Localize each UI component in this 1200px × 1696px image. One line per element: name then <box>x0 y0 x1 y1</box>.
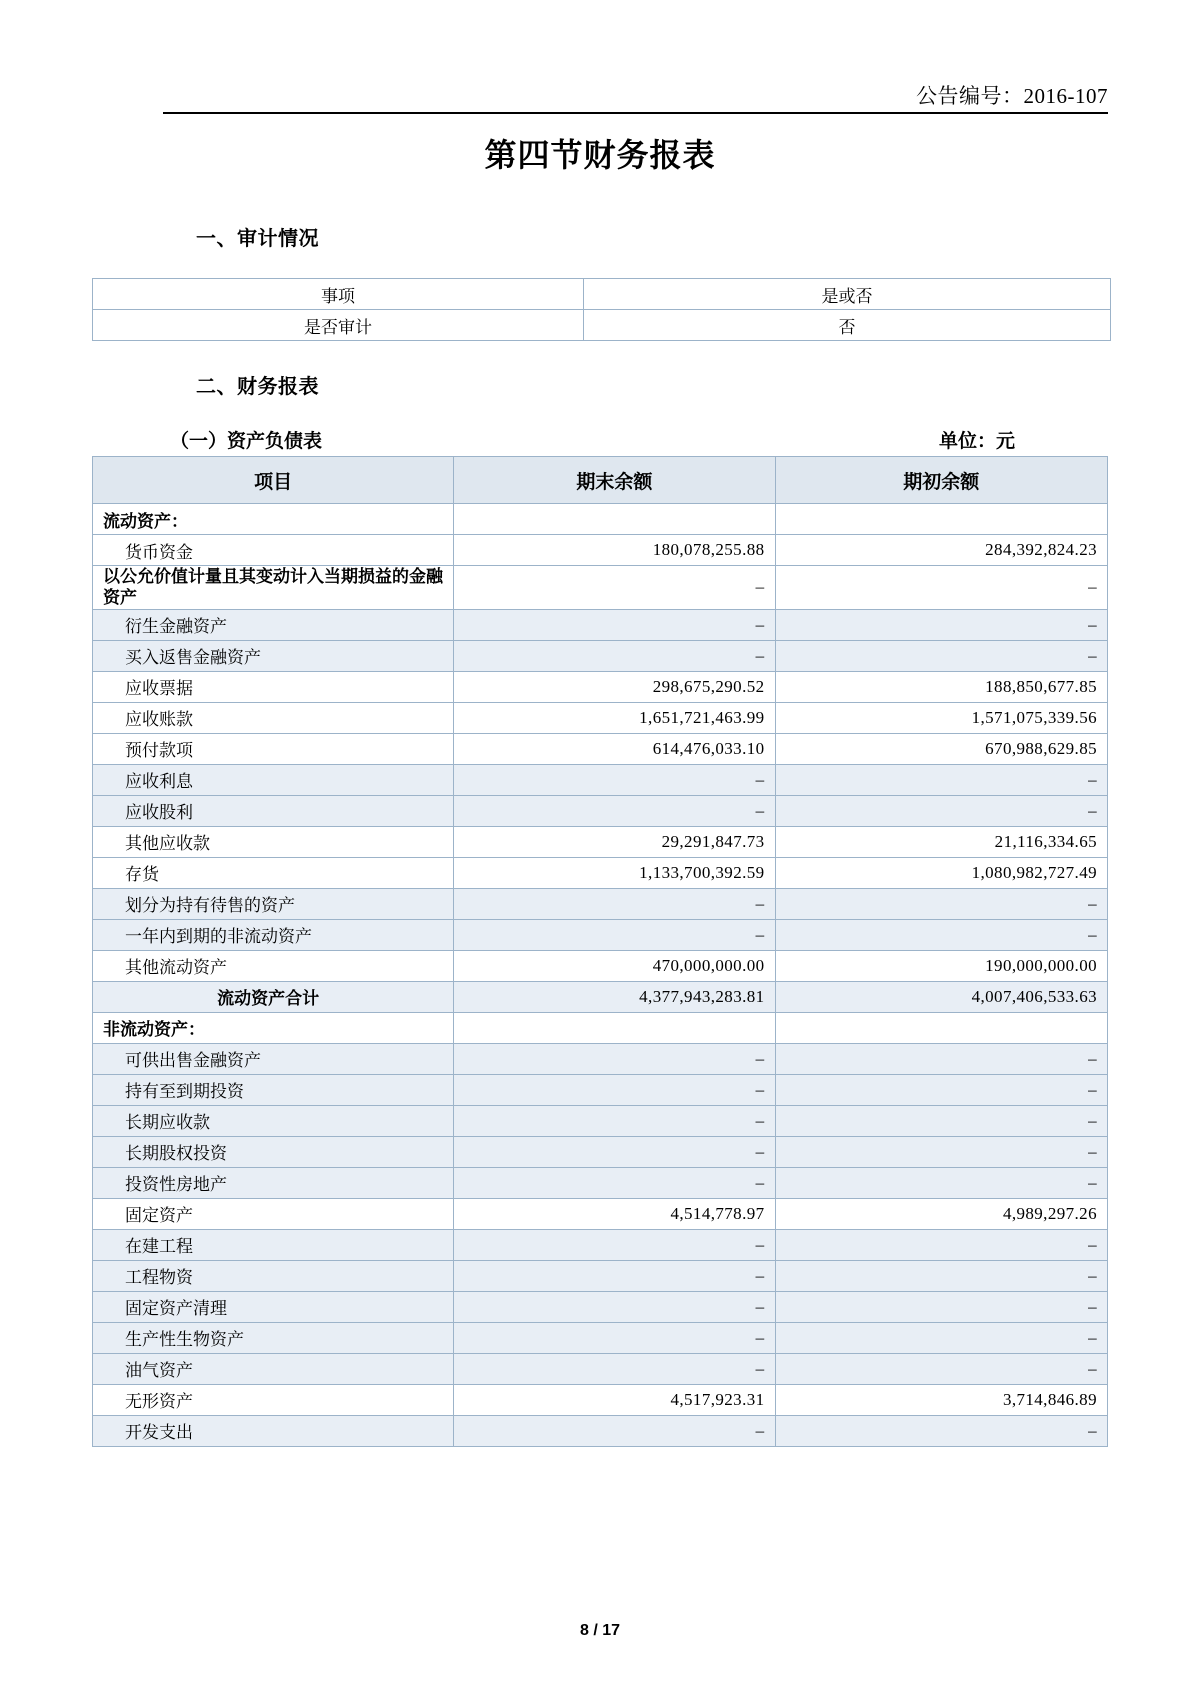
begin-balance-cell: – <box>775 1043 1107 1074</box>
table-row <box>93 826 1108 857</box>
end-balance-cell: – <box>454 1353 775 1384</box>
end-balance-cell: 470,000,000.00 <box>454 950 775 981</box>
row-label: 开发支出 <box>93 1415 454 1446</box>
table-row <box>93 1384 1108 1415</box>
section-heading-audit: 一、审计情况 <box>196 228 319 250</box>
table-row <box>93 1229 1108 1260</box>
begin-balance-cell: 670,988,629.85 <box>775 733 1107 764</box>
table-row <box>93 919 1108 950</box>
end-balance-cell: 1,133,700,392.59 <box>454 857 775 888</box>
end-balance-cell: 4,517,923.31 <box>454 1384 775 1415</box>
end-balance-cell: 1,651,721,463.99 <box>454 702 775 733</box>
begin-balance-cell: 1,571,075,339.56 <box>775 702 1107 733</box>
end-balance-cell: – <box>454 1136 775 1167</box>
column-header-end-balance: 期末余额 <box>454 457 775 504</box>
begin-balance-cell: – <box>775 764 1107 795</box>
row-label: 工程物资 <box>93 1260 454 1291</box>
row-label: 其他应收款 <box>93 826 454 857</box>
row-label: 非流动资产： <box>93 1012 454 1043</box>
begin-balance-cell: – <box>775 1229 1107 1260</box>
end-balance-cell: – <box>454 566 775 610</box>
begin-balance-cell: – <box>775 1136 1107 1167</box>
row-label: 应收账款 <box>93 702 454 733</box>
column-header-item: 项目 <box>93 457 454 504</box>
row-label: 预付款项 <box>93 733 454 764</box>
table-row <box>93 609 1108 640</box>
end-balance-cell: – <box>454 1291 775 1322</box>
table-row <box>93 1260 1108 1291</box>
end-balance-cell: – <box>454 640 775 671</box>
table-row <box>93 535 1108 566</box>
end-balance-cell: – <box>454 609 775 640</box>
row-label: 流动资产： <box>93 504 454 535</box>
begin-balance-cell: 188,850,677.85 <box>775 671 1107 702</box>
begin-balance-cell: 4,007,406,533.63 <box>775 981 1107 1012</box>
column-header-begin-balance: 期初余额 <box>775 457 1107 504</box>
begin-balance-cell: 21,116,334.65 <box>775 826 1107 857</box>
table-row <box>93 1012 1108 1043</box>
begin-balance-cell: 1,080,982,727.49 <box>775 857 1107 888</box>
row-label: 流动资产合计 <box>93 981 454 1012</box>
begin-balance-cell: – <box>775 1322 1107 1353</box>
row-label: 存货 <box>93 857 454 888</box>
end-balance-cell: – <box>454 1260 775 1291</box>
table-row <box>93 1043 1108 1074</box>
audit-column-header: 是或否 <box>584 279 1111 310</box>
row-label: 衍生金融资产 <box>93 609 454 640</box>
unit-label: 单位：元 <box>938 431 1015 452</box>
begin-balance-cell: – <box>775 1415 1107 1446</box>
table-row <box>93 640 1108 671</box>
table-row <box>93 1105 1108 1136</box>
announcement-code: 公告编号：2016-107 <box>916 84 1108 108</box>
begin-balance-cell: – <box>775 888 1107 919</box>
header-divider <box>163 112 1108 114</box>
table-row <box>93 1353 1108 1384</box>
end-balance-cell <box>454 504 775 535</box>
begin-balance-cell: 4,989,297.26 <box>775 1198 1107 1229</box>
page-number: 8 / 17 <box>579 1622 621 1639</box>
audit-table <box>92 278 1111 341</box>
row-label: 应收股利 <box>93 795 454 826</box>
end-balance-cell: – <box>454 1043 775 1074</box>
end-balance-cell: – <box>454 1105 775 1136</box>
balance-sheet-table <box>92 456 1108 1447</box>
end-balance-cell: – <box>454 1322 775 1353</box>
row-label: 划分为持有待售的资产 <box>93 888 454 919</box>
begin-balance-cell: 3,714,846.89 <box>775 1384 1107 1415</box>
row-label: 投资性房地产 <box>93 1167 454 1198</box>
audit-cell: 是否审计 <box>93 310 584 341</box>
end-balance-cell: 4,377,943,283.81 <box>454 981 775 1012</box>
begin-balance-cell: – <box>775 566 1107 610</box>
table-row <box>93 504 1108 535</box>
table-row <box>93 1291 1108 1322</box>
begin-balance-cell <box>775 1012 1107 1043</box>
begin-balance-cell: – <box>775 1105 1107 1136</box>
begin-balance-cell: – <box>775 795 1107 826</box>
begin-balance-cell: – <box>775 1260 1107 1291</box>
row-label: 货币资金 <box>93 535 454 566</box>
end-balance-cell: – <box>454 1229 775 1260</box>
end-balance-cell: – <box>454 795 775 826</box>
row-label: 应收票据 <box>93 671 454 702</box>
begin-balance-cell: – <box>775 1167 1107 1198</box>
end-balance-cell: – <box>454 919 775 950</box>
table-row <box>93 310 1111 341</box>
table-row <box>93 1415 1108 1446</box>
end-balance-cell: – <box>454 1167 775 1198</box>
end-balance-cell: 29,291,847.73 <box>454 826 775 857</box>
end-balance-cell: – <box>454 764 775 795</box>
table-header-row <box>93 457 1108 504</box>
row-label: 以公允价值计量且其变动计入当期损益的金融资产 <box>93 566 454 610</box>
end-balance-cell: 4,514,778.97 <box>454 1198 775 1229</box>
row-label: 固定资产 <box>93 1198 454 1229</box>
row-label: 长期应收款 <box>93 1105 454 1136</box>
row-label: 油气资产 <box>93 1353 454 1384</box>
table-row <box>93 671 1108 702</box>
begin-balance-cell <box>775 504 1107 535</box>
table-row <box>93 888 1108 919</box>
row-label: 买入返售金融资产 <box>93 640 454 671</box>
begin-balance-cell: – <box>775 1291 1107 1322</box>
table-row <box>93 981 1108 1012</box>
row-label: 一年内到期的非流动资产 <box>93 919 454 950</box>
table-row <box>93 857 1108 888</box>
end-balance-cell <box>454 1012 775 1043</box>
end-balance-cell: – <box>454 1074 775 1105</box>
begin-balance-cell: – <box>775 1074 1107 1105</box>
table-row <box>93 1322 1108 1353</box>
table-row <box>93 1198 1108 1229</box>
end-balance-cell: 180,078,255.88 <box>454 535 775 566</box>
subsection-heading-balance-sheet: （一）资产负债表 <box>170 431 323 452</box>
table-row <box>93 795 1108 826</box>
begin-balance-cell: – <box>775 919 1107 950</box>
begin-balance-cell: – <box>775 1353 1107 1384</box>
table-row <box>93 1167 1108 1198</box>
begin-balance-cell: – <box>775 640 1107 671</box>
end-balance-cell: 614,476,033.10 <box>454 733 775 764</box>
page-title: 第四节财务报表 <box>484 137 716 173</box>
table-row <box>93 1136 1108 1167</box>
row-label: 长期股权投资 <box>93 1136 454 1167</box>
table-row <box>93 764 1108 795</box>
audit-header-row <box>93 279 1111 310</box>
row-label: 可供出售金融资产 <box>93 1043 454 1074</box>
end-balance-cell: – <box>454 1415 775 1446</box>
audit-cell: 否 <box>584 310 1111 341</box>
begin-balance-cell: – <box>775 609 1107 640</box>
table-row <box>93 566 1108 610</box>
end-balance-cell: 298,675,290.52 <box>454 671 775 702</box>
table-row <box>93 950 1108 981</box>
table-row <box>93 702 1108 733</box>
row-label: 无形资产 <box>93 1384 454 1415</box>
row-label: 生产性生物资产 <box>93 1322 454 1353</box>
table-row <box>93 1074 1108 1105</box>
section-heading-statements: 二、财务报表 <box>196 376 319 398</box>
row-label: 在建工程 <box>93 1229 454 1260</box>
row-label: 应收利息 <box>93 764 454 795</box>
end-balance-cell: – <box>454 888 775 919</box>
row-label: 其他流动资产 <box>93 950 454 981</box>
row-label: 固定资产清理 <box>93 1291 454 1322</box>
begin-balance-cell: 284,392,824.23 <box>775 535 1107 566</box>
table-row <box>93 733 1108 764</box>
row-label: 持有至到期投资 <box>93 1074 454 1105</box>
audit-column-header: 事项 <box>93 279 584 310</box>
begin-balance-cell: 190,000,000.00 <box>775 950 1107 981</box>
